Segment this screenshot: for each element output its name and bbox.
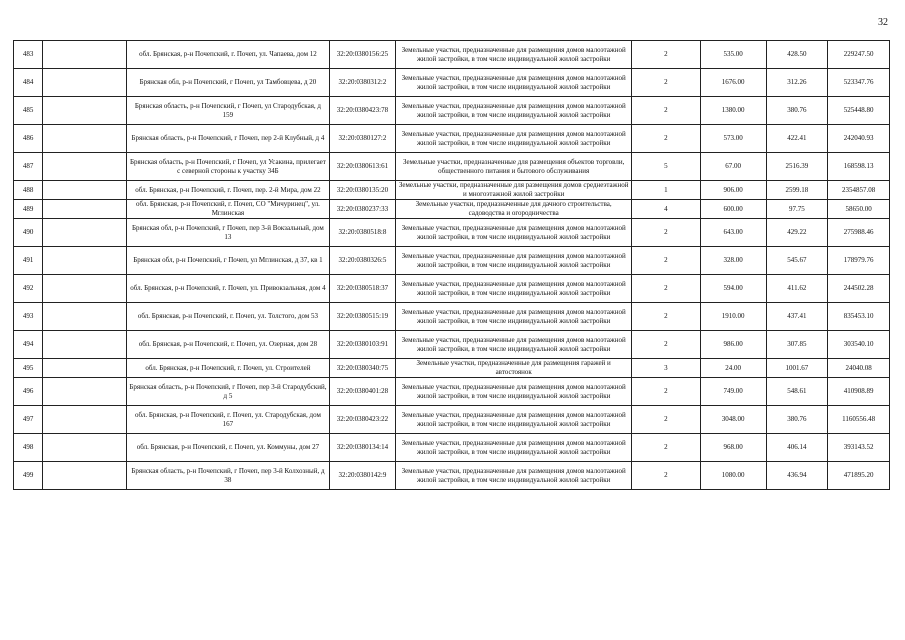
area-cell: 1910.00 <box>700 303 766 331</box>
land-use-cell: Земельные участки, предназначенные для размещения объектов торговли, общественного питания и бытового обслуживания <box>396 153 632 181</box>
area-cell: 594.00 <box>700 275 766 303</box>
address-cell: обл. Брянская, р-н Почепский, г. Почеп, СО "Мичуринец", ул. Мглинская <box>127 200 329 219</box>
specific-value-cell: 97.75 <box>766 200 828 219</box>
area-cell: 1080.00 <box>700 462 766 490</box>
table-row <box>14 153 890 181</box>
table-row <box>14 97 890 125</box>
use-group-cell: 2 <box>632 219 701 247</box>
cadastral-number-cell: 32:20:0380423:78 <box>329 97 396 125</box>
row-number-cell: 495 <box>14 359 43 378</box>
empty-cell <box>43 181 127 200</box>
empty-cell <box>43 219 127 247</box>
use-group-cell: 4 <box>632 200 701 219</box>
use-group-cell: 2 <box>632 434 701 462</box>
table-row <box>14 247 890 275</box>
row-number-cell: 498 <box>14 434 43 462</box>
cadastral-number-cell: 32:20:0380142:9 <box>329 462 396 490</box>
empty-cell <box>43 97 127 125</box>
cadastral-number-cell: 32:20:0380103:91 <box>329 331 396 359</box>
specific-value-cell: 2599.18 <box>766 181 828 200</box>
cadastral-number-cell: 32:20:0380613:61 <box>329 153 396 181</box>
empty-cell <box>43 200 127 219</box>
row-number-cell: 496 <box>14 378 43 406</box>
row-number-cell: 499 <box>14 462 43 490</box>
specific-value-cell: 2516.39 <box>766 153 828 181</box>
empty-cell <box>43 331 127 359</box>
cadastral-number-cell: 32:20:0380326:5 <box>329 247 396 275</box>
address-cell: обл. Брянская, р-н Почепский, г. Почеп, пер. 2-й Мира, дом 22 <box>127 181 329 200</box>
table-row <box>14 200 890 219</box>
specific-value-cell: 307.85 <box>766 331 828 359</box>
area-cell: 1676.00 <box>700 69 766 97</box>
specific-value-cell: 429.22 <box>766 219 828 247</box>
specific-value-cell: 428.50 <box>766 41 828 69</box>
area-cell: 573.00 <box>700 125 766 153</box>
land-use-cell: Земельные участки, предназначенные для размещения домов малоэтажной жилой застройки, в том числе индивидуальной жилой застройки <box>396 331 632 359</box>
cadastral-number-cell: 32:20:0380401:28 <box>329 378 396 406</box>
address-cell: обл. Брянская, р-н Почепский, г. Почеп, ул. Привокзальная, дом 4 <box>127 275 329 303</box>
row-number-cell: 490 <box>14 219 43 247</box>
row-number-cell: 483 <box>14 41 43 69</box>
row-number-cell: 493 <box>14 303 43 331</box>
empty-cell <box>43 303 127 331</box>
cadastral-number-cell: 32:20:0380156:25 <box>329 41 396 69</box>
table-row <box>14 434 890 462</box>
row-number-cell: 487 <box>14 153 43 181</box>
land-use-cell: Земельные участки, предназначенные для размещения домов среднеэтажной и многоэтажной жилой застройки <box>396 181 632 200</box>
use-group-cell: 3 <box>632 359 701 378</box>
area-cell: 1380.00 <box>700 97 766 125</box>
cadastral-number-cell: 32:20:0380515:19 <box>329 303 396 331</box>
land-use-cell: Земельные участки, предназначенные для размещения домов малоэтажной жилой застройки, в том числе индивидуальной жилой застройки <box>396 406 632 434</box>
table-row <box>14 41 890 69</box>
land-use-cell: Земельные участки, предназначенные для размещения домов малоэтажной жилой застройки, в том числе индивидуальной жилой застройки <box>396 247 632 275</box>
specific-value-cell: 406.14 <box>766 434 828 462</box>
use-group-cell: 2 <box>632 41 701 69</box>
cadastral-number-cell: 32:20:0380340:75 <box>329 359 396 378</box>
cadastral-number-cell: 32:20:0380127:2 <box>329 125 396 153</box>
address-cell: Брянская обл, р-н Почепский, г Почеп, ул Мглинская, д 37, кв 1 <box>127 247 329 275</box>
cadastral-value-cell: 523347.76 <box>828 69 890 97</box>
specific-value-cell: 548.61 <box>766 378 828 406</box>
specific-value-cell: 545.67 <box>766 247 828 275</box>
page-number: 32 <box>878 17 888 28</box>
row-number-cell: 492 <box>14 275 43 303</box>
cadastral-number-cell: 32:20:0380237:33 <box>329 200 396 219</box>
empty-cell <box>43 41 127 69</box>
address-cell: Брянская область, р-н Почепский, г Почеп, пер 2-й Клубный, д 4 <box>127 125 329 153</box>
address-cell: Брянская обл, р-н Почепский, г Почеп, пер 3-й Вокзальный, дом 13 <box>127 219 329 247</box>
specific-value-cell: 380.76 <box>766 97 828 125</box>
use-group-cell: 5 <box>632 153 701 181</box>
table-row <box>14 331 890 359</box>
cadastral-value-cell: 835453.10 <box>828 303 890 331</box>
land-use-cell: Земельные участки, предназначенные для дачного строительства, садоводства и огородничества <box>396 200 632 219</box>
address-cell: обл. Брянская, р-н Почепский, г. Почеп, ул. Строителей <box>127 359 329 378</box>
table-row <box>14 219 890 247</box>
table-row <box>14 303 890 331</box>
cadastral-number-cell: 32:20:0380134:14 <box>329 434 396 462</box>
land-use-cell: Земельные участки, предназначенные для размещения домов малоэтажной жилой застройки, в том числе индивидуальной жилой застройки <box>396 378 632 406</box>
area-cell: 24.00 <box>700 359 766 378</box>
specific-value-cell: 411.62 <box>766 275 828 303</box>
use-group-cell: 2 <box>632 378 701 406</box>
empty-cell <box>43 462 127 490</box>
address-cell: обл. Брянская, р-н Почепский, г. Почеп, ул. Чапаева, дом 12 <box>127 41 329 69</box>
cadastral-value-cell: 24040.08 <box>828 359 890 378</box>
cadastral-value-cell: 1160556.48 <box>828 406 890 434</box>
use-group-cell: 2 <box>632 97 701 125</box>
use-group-cell: 2 <box>632 247 701 275</box>
specific-value-cell: 437.41 <box>766 303 828 331</box>
cadastral-number-cell: 32:20:0380518:8 <box>329 219 396 247</box>
cadastral-number-cell: 32:20:0380135:20 <box>329 181 396 200</box>
empty-cell <box>43 125 127 153</box>
cadastral-value-cell: 410908.89 <box>828 378 890 406</box>
table-row <box>14 181 890 200</box>
land-use-cell: Земельные участки, предназначенные для размещения домов малоэтажной жилой застройки, в том числе индивидуальной жилой застройки <box>396 303 632 331</box>
land-use-cell: Земельные участки, предназначенные для размещения домов малоэтажной жилой застройки, в том числе индивидуальной жилой застройки <box>396 69 632 97</box>
row-number-cell: 484 <box>14 69 43 97</box>
cadastral-number-cell: 32:20:0380518:37 <box>329 275 396 303</box>
cadastral-value-cell: 178979.76 <box>828 247 890 275</box>
cadastral-value-cell: 303540.10 <box>828 331 890 359</box>
cadastral-value-cell: 2354857.08 <box>828 181 890 200</box>
specific-value-cell: 436.94 <box>766 462 828 490</box>
address-cell: обл. Брянская, р-н Почепский, г. Почеп, ул. Коммуны, дом 27 <box>127 434 329 462</box>
table-row <box>14 359 890 378</box>
area-cell: 600.00 <box>700 200 766 219</box>
use-group-cell: 2 <box>632 406 701 434</box>
cadastral-value-cell: 242040.93 <box>828 125 890 153</box>
area-cell: 328.00 <box>700 247 766 275</box>
use-group-cell: 2 <box>632 275 701 303</box>
land-registry-table <box>13 40 890 490</box>
row-number-cell: 497 <box>14 406 43 434</box>
use-group-cell: 2 <box>632 303 701 331</box>
land-use-cell: Земельные участки, предназначенные для размещения гаражей и автостоянок <box>396 359 632 378</box>
row-number-cell: 489 <box>14 200 43 219</box>
address-cell: обл. Брянская, р-н Почепский, г. Почеп, ул. Толстого, дом 53 <box>127 303 329 331</box>
row-number-cell: 486 <box>14 125 43 153</box>
use-group-cell: 2 <box>632 125 701 153</box>
empty-cell <box>43 69 127 97</box>
specific-value-cell: 380.76 <box>766 406 828 434</box>
empty-cell <box>43 378 127 406</box>
address-cell: Брянская область, р-н Почепский, г Почеп, ул Стародубская, д 159 <box>127 97 329 125</box>
cadastral-value-cell: 471895.20 <box>828 462 890 490</box>
cadastral-value-cell: 58650.00 <box>828 200 890 219</box>
area-cell: 535.00 <box>700 41 766 69</box>
area-cell: 968.00 <box>700 434 766 462</box>
specific-value-cell: 312.26 <box>766 69 828 97</box>
land-use-cell: Земельные участки, предназначенные для размещения домов малоэтажной жилой застройки, в том числе индивидуальной жилой застройки <box>396 97 632 125</box>
land-use-cell: Земельные участки, предназначенные для размещения домов малоэтажной жилой застройки, в том числе индивидуальной жилой застройки <box>396 434 632 462</box>
empty-cell <box>43 359 127 378</box>
land-use-cell: Земельные участки, предназначенные для размещения домов малоэтажной жилой застройки, в том числе индивидуальной жилой застройки <box>396 219 632 247</box>
area-cell: 906.00 <box>700 181 766 200</box>
cadastral-value-cell: 275988.46 <box>828 219 890 247</box>
empty-cell <box>43 434 127 462</box>
area-cell: 986.00 <box>700 331 766 359</box>
land-use-cell: Земельные участки, предназначенные для размещения домов малоэтажной жилой застройки, в том числе индивидуальной жилой застройки <box>396 125 632 153</box>
address-cell: обл. Брянская, р-н Почепский, г. Почеп, ул. Стародубская, дом 167 <box>127 406 329 434</box>
table-row <box>14 125 890 153</box>
address-cell: обл. Брянская, р-н Почепский, г. Почеп, ул. Озерная, дом 28 <box>127 331 329 359</box>
specific-value-cell: 1001.67 <box>766 359 828 378</box>
address-cell: Брянская область, р-н Почепский, г Почеп, пер 3-й Колхозный, д 38 <box>127 462 329 490</box>
row-number-cell: 491 <box>14 247 43 275</box>
table-row <box>14 275 890 303</box>
address-cell: Брянская обл, р-н Почепский, г Почеп, ул Тамбовцева, д 20 <box>127 69 329 97</box>
area-cell: 643.00 <box>700 219 766 247</box>
area-cell: 67.00 <box>700 153 766 181</box>
row-number-cell: 488 <box>14 181 43 200</box>
table-row <box>14 406 890 434</box>
land-use-cell: Земельные участки, предназначенные для размещения домов малоэтажной жилой застройки, в том числе индивидуальной жилой застройки <box>396 462 632 490</box>
land-use-cell: Земельные участки, предназначенные для размещения домов малоэтажной жилой застройки, в том числе индивидуальной жилой застройки <box>396 41 632 69</box>
empty-cell <box>43 275 127 303</box>
cadastral-value-cell: 168598.13 <box>828 153 890 181</box>
table-row <box>14 69 890 97</box>
cadastral-value-cell: 525448.80 <box>828 97 890 125</box>
empty-cell <box>43 406 127 434</box>
area-cell: 749.00 <box>700 378 766 406</box>
empty-cell <box>43 247 127 275</box>
use-group-cell: 1 <box>632 181 701 200</box>
row-number-cell: 494 <box>14 331 43 359</box>
specific-value-cell: 422.41 <box>766 125 828 153</box>
cadastral-value-cell: 393143.52 <box>828 434 890 462</box>
cadastral-value-cell: 244502.28 <box>828 275 890 303</box>
use-group-cell: 2 <box>632 69 701 97</box>
use-group-cell: 2 <box>632 462 701 490</box>
area-cell: 3048.00 <box>700 406 766 434</box>
cadastral-value-cell: 229247.50 <box>828 41 890 69</box>
cadastral-number-cell: 32:20:0380423:22 <box>329 406 396 434</box>
cadastral-number-cell: 32:20:0380312:2 <box>329 69 396 97</box>
table-row <box>14 378 890 406</box>
address-cell: Брянская область, р-н Почепский, г Почеп, ул Усакина, прилегает с северной стороны к участку 34Б <box>127 153 329 181</box>
table-row <box>14 462 890 490</box>
empty-cell <box>43 153 127 181</box>
use-group-cell: 2 <box>632 331 701 359</box>
address-cell: Брянская область, р-н Почепский, г Почеп, пер 3-й Стародубский, д 5 <box>127 378 329 406</box>
row-number-cell: 485 <box>14 97 43 125</box>
land-use-cell: Земельные участки, предназначенные для размещения домов малоэтажной жилой застройки, в том числе индивидуальной жилой застройки <box>396 275 632 303</box>
